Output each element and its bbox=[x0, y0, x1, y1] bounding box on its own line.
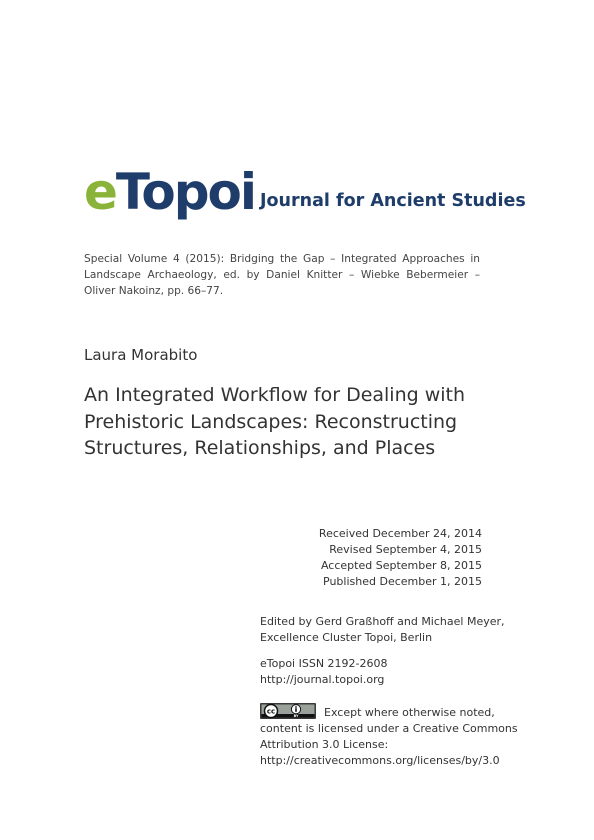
author-name: Laura Morabito bbox=[84, 346, 198, 364]
published-date: Published December 1, 2015 bbox=[323, 575, 482, 588]
cc-glyph: cc bbox=[266, 707, 276, 716]
publication-dates bbox=[300, 526, 482, 590]
license-line: content is licensed under a Creative Commons bbox=[260, 722, 518, 735]
license-line: Except where otherwise noted, bbox=[324, 706, 495, 719]
logo-topoi: Topoi bbox=[115, 163, 256, 221]
special-volume-citation: Special Volume 4 (2015): Bridging the Gap – Integrated Approaches in Landscape Archaeology, ed. by Daniel Knitter – Wiebke Bebermeier – Oliver Nakoinz, pp. 66–77. bbox=[84, 253, 480, 297]
logo-e: e bbox=[84, 163, 116, 221]
license-line: Attribution 3.0 License: bbox=[260, 738, 389, 751]
title-line: Prehistoric Landscapes: Reconstructing bbox=[84, 410, 458, 433]
license-block bbox=[260, 703, 518, 769]
issn-info bbox=[260, 656, 388, 688]
license-first-line bbox=[260, 703, 495, 721]
editor-line: Excellence Cluster Topoi, Berlin bbox=[260, 631, 433, 644]
cc-by-license-icon[interactable] bbox=[260, 703, 316, 719]
editor-line: Edited by Gerd Graßhoff and Michael Meyer, bbox=[260, 615, 505, 628]
license-url[interactable]: http://creativecommons.org/licenses/by/3.0 bbox=[260, 754, 500, 767]
journal-url[interactable]: http://journal.topoi.org bbox=[260, 673, 385, 686]
journal-title: Journal for Ancient Studies bbox=[260, 191, 526, 211]
revised-date: Revised September 4, 2015 bbox=[329, 543, 482, 556]
title-line: Structures, Relationships, and Places bbox=[84, 437, 436, 459]
by-glyph: BY bbox=[293, 714, 299, 719]
received-date: Received December 24, 2014 bbox=[318, 527, 482, 540]
etopoi-logo bbox=[84, 162, 255, 222]
title-line: An Integrated Workflow for Dealing with bbox=[84, 384, 466, 406]
accepted-date: Accepted September 8, 2015 bbox=[320, 559, 482, 572]
issn-number: eTopoi ISSN 2192-2608 bbox=[260, 657, 388, 670]
article-title bbox=[84, 382, 484, 462]
editor-info bbox=[260, 614, 505, 646]
